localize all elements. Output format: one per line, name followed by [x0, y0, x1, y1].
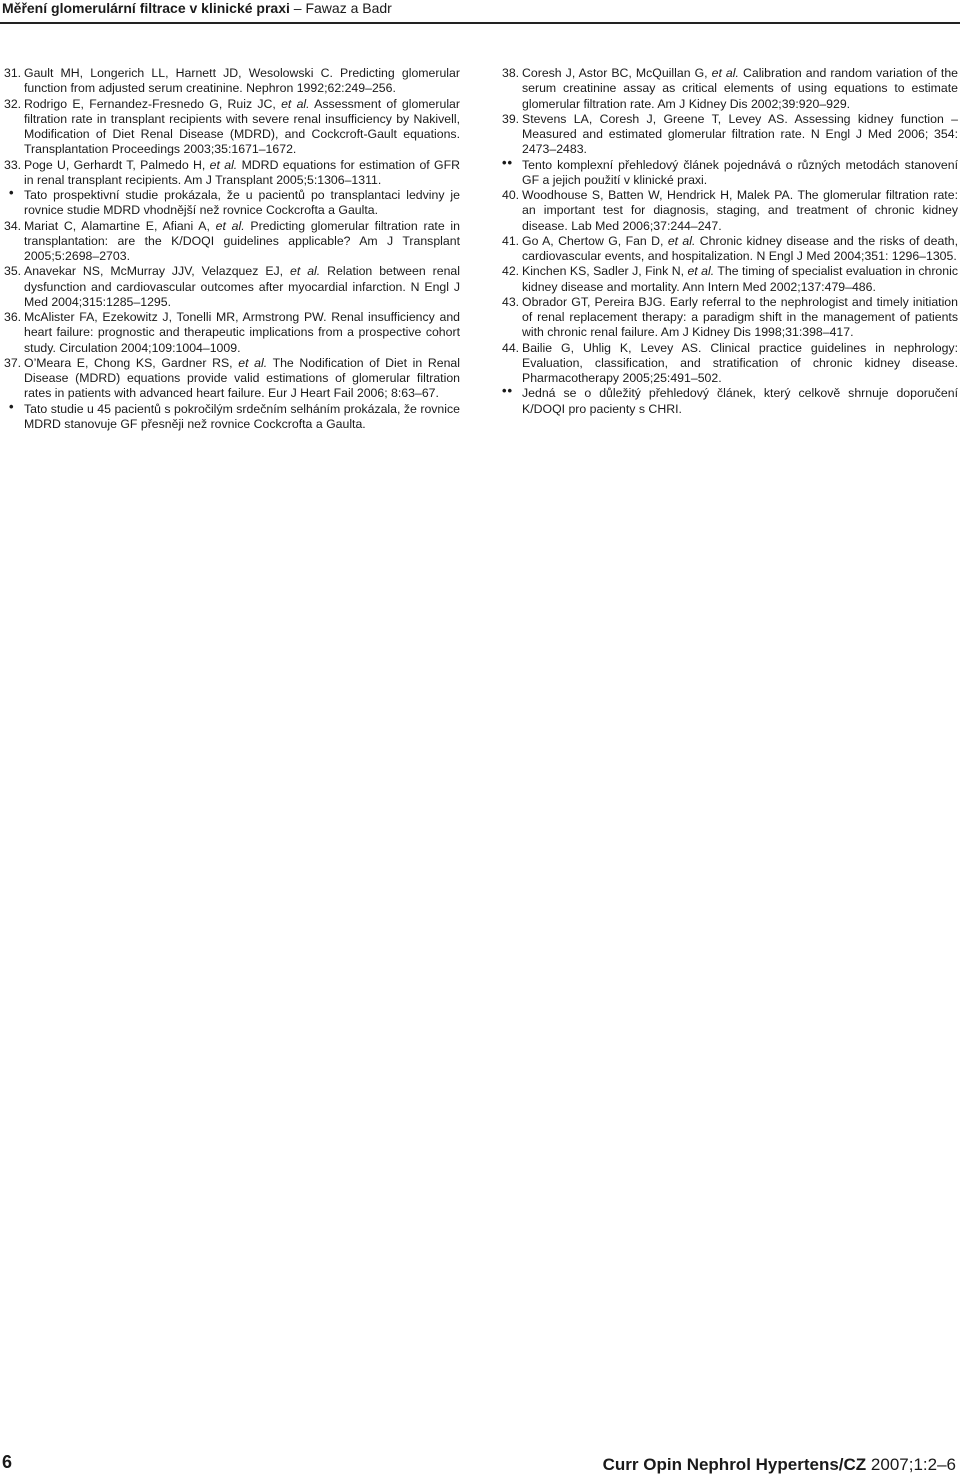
reference-etal: et al. [238, 355, 268, 370]
bullet-icon: •• [502, 154, 514, 170]
reference-entry [4, 158, 460, 189]
annotation-text: Tato prospektivní studie prokázala, že u pacientů po transplantaci ledviny je rovnice studie MDRD vhodnější než rovnice Cockcrofta a Gaulta. [24, 188, 460, 218]
reference-authors: Mariat C, Alamartine E, Afiani A, [24, 218, 210, 233]
reference-details: The Nodification of Diet in Renal Disease (MDRD) equations provide valid estimations of glomerular filtration rates in patients with advanced heart failure. Eur J Heart Fail 2006; 8:63–67. [24, 355, 460, 401]
reference-authors: Rodrigo E, Fernandez-Fresnedo G, Ruiz JC, [24, 96, 276, 111]
reference-number: 41. [502, 233, 520, 248]
article-authors: Fawaz a Badr [305, 0, 392, 16]
reference-entry [502, 66, 958, 112]
reference-number: 37. [4, 355, 22, 370]
reference-number: 31. [4, 66, 22, 80]
bullet-icon: •• [502, 383, 514, 399]
reference-number: 36. [4, 310, 22, 324]
reference-entry [502, 112, 958, 158]
annotation-note [4, 185, 460, 219]
reference-entry [502, 234, 958, 265]
header-rule [0, 22, 960, 24]
reference-details: Clinical practice guidelines in nephrology: Evaluation, classification, and stratification of chronic kidney disease. Pharmacotherapy 2005;25:491–502. [522, 340, 958, 385]
journal-name: Curr Opin Nephrol Hypertens/CZ [602, 1455, 867, 1474]
article-authors-sep: – [293, 0, 306, 16]
reference-authors: Gault MH, Longerich LL, Harnett JD, Wesolowski C. [24, 66, 333, 80]
reference-authors: Kinchen KS, Sadler J, Fink N, [522, 264, 685, 279]
reference-number: 40. [502, 188, 520, 202]
reference-number: 43. [502, 294, 520, 309]
reference-entry [4, 97, 460, 158]
reference-number: 32. [4, 96, 22, 111]
reference-details: Predicting glomerular function from adjusted serum creatinine. Nephron 1992;62:249–256. [24, 66, 460, 96]
reference-authors: O’Meara E, Chong KS, Gardner RS, [24, 355, 233, 370]
reference-details: MDRD equations for estimation of GFR in renal transplant recipients. Am J Transplant 2005;5:1306–1311. [24, 157, 460, 187]
reference-etal: et al. [209, 157, 238, 172]
reference-details: Renal insufficiency and heart failure: prognostic and therapeutic implications from a prospective cohort study. Circulation 2004;109:1004–1009. [24, 310, 460, 355]
reference-number: 35. [4, 264, 22, 279]
reference-details: Early referral to the nephrologist and timely initiation of renal replacement therapy: a paradigm shift in the management of patients with chronic renal failure. Am J Kidney Dis 1998;31:398–417. [522, 294, 958, 340]
annotation-note [502, 383, 958, 417]
annotation-note [502, 154, 958, 189]
article-title: Měření glomerulární filtrace v klinické praxi [2, 0, 290, 16]
annotation-text: Jedná se o důležitý přehledový článek, který celkově shrnuje doporučení K/DOQI pro pacienty s CHRI. [522, 386, 958, 416]
reference-entry [502, 188, 958, 234]
reference-authors: Woodhouse S, Batten W, Hendrick H, Malek PA. [522, 188, 794, 202]
running-head [2, 0, 392, 16]
reference-number: 44. [502, 340, 520, 355]
reference-details: The timing of specialist evaluation in chronic kidney disease and mortality. Ann Intern Med 2002;137:479–486. [522, 264, 958, 294]
reference-authors: McAlister FA, Ezekowitz J, Tonelli MR, Armstrong PW. [24, 310, 327, 324]
reference-authors: Anavekar NS, McMurray JJV, Velazquez EJ, [24, 264, 284, 279]
page-number: 6 [2, 1452, 13, 1472]
reference-entry [4, 219, 460, 265]
reference-entry [502, 264, 958, 295]
reference-number: 34. [4, 218, 22, 233]
reference-entry [4, 264, 460, 310]
reference-details: Assessment of glomerular filtration rate in transplant recipients with severe renal insufficiency by Nakivell, Modification of Diet Renal Disease (MDRD), and Cockcroft-Gault equations. Transplantation Proceedings 2003;35:1671–1672. [24, 96, 460, 157]
reference-number: 39. [502, 111, 520, 126]
reference-details: The glomerular filtration rate: an important test for diagnosis, staging, and treatment of chronic kidney disease. Lab Med 2006;37:244–247. [522, 188, 958, 233]
reference-entry [4, 310, 460, 356]
reference-column-right [502, 66, 958, 417]
reference-etal: et al. [215, 218, 245, 233]
reference-entry [4, 66, 460, 97]
reference-number: 42. [502, 264, 520, 279]
reference-details: Assessing kidney function – Measured and estimated glomerular filtration rate. N Engl J Med 2006; 354: 2473–2483. [522, 111, 958, 157]
bullet-icon: • [9, 185, 15, 200]
reference-details: Relation between renal dysfunction and cardiovascular outcomes after myocardial infarction. N Engl J Med 2004;315:1285–1295. [24, 264, 460, 309]
journal-footer [603, 1455, 956, 1475]
reference-authors: Obrador GT, Pereira BJG. [522, 294, 666, 309]
bullet-icon: • [9, 398, 15, 414]
reference-etal: et al. [290, 264, 321, 279]
reference-etal: et al. [687, 264, 715, 279]
reference-details: Calibration and random variation of the serum creatinine assay as critical elements of using equations to estimate glomerular filtration rate. Am J Kidney Dis 2002;39:920–929. [522, 66, 959, 111]
reference-etal: et al. [667, 233, 696, 248]
reference-authors: Go A, Chertow G, Fan D, [522, 233, 664, 248]
reference-authors: Stevens LA, Coresh J, Greene T, Levey AS. [522, 111, 788, 126]
reference-details: Predicting glomerular filtration rate in transplantation: are the K/DOQI guidelines applicable? Am J Transplant 2005;5:2698–2703. [24, 218, 460, 263]
reference-number: 38. [502, 66, 520, 80]
annotation-note [4, 398, 460, 433]
reference-etal: et al. [281, 96, 310, 111]
reference-etal: et al. [711, 66, 739, 80]
reference-details: Chronic kidney disease and the risks of death, cardiovascular events, and hospitalization. N Engl J Med 2004;351: 1296–1305. [522, 233, 958, 263]
reference-entry [502, 341, 958, 387]
reference-entry [502, 295, 958, 341]
reference-authors: Coresh J, Astor BC, McQuillan G, [522, 66, 708, 80]
annotation-text: Tato studie u 45 pacientů s pokročilým srdečním selháním prokázala, že rovnice MDRD stanovuje GF přesněji než rovnice Cockcrofta a Gaulta. [24, 401, 460, 431]
journal-volume: 2007;1:2–6 [870, 1455, 956, 1474]
reference-authors: Poge U, Gerhardt T, Palmedo H, [24, 157, 206, 172]
reference-column-left [4, 66, 460, 432]
reference-authors: Bailie G, Uhlig K, Levey AS. [522, 340, 702, 355]
annotation-text: Tento komplexní přehledový článek pojednává o různých metodách stanovení GF a jejich použití v klinické praxi. [522, 157, 958, 187]
reference-entry [4, 356, 460, 402]
reference-number: 33. [4, 157, 22, 172]
